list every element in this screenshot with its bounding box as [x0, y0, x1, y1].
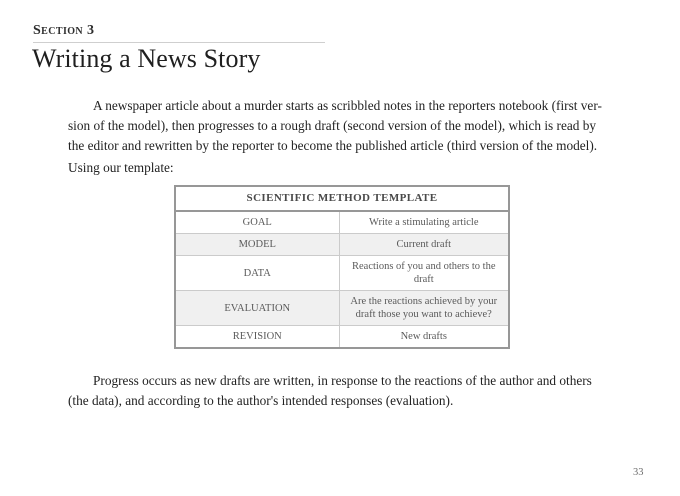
- table-header-row: [175, 186, 509, 211]
- row-value: [339, 256, 509, 291]
- table-row-evaluation: [175, 291, 509, 326]
- row-label: EVALUATION: [175, 291, 339, 326]
- table-title: SCIENTIFIC METHOD TEMPLATE: [175, 186, 509, 211]
- scientific-method-template-table: [174, 185, 510, 349]
- paragraph-line: A newspaper article about a murder starts as scribbled notes in the reporters notebook (first ver-: [93, 98, 602, 113]
- table-row-revision: [175, 326, 509, 349]
- table-row-data: [175, 256, 509, 291]
- row-label: GOAL: [175, 211, 339, 234]
- paragraph-line: (the data), and according to the author's intended responses (evaluation).: [68, 393, 454, 408]
- page-title: Writing a News Story: [32, 44, 261, 73]
- row-value-line: Write a stimulating article: [369, 217, 479, 228]
- table-row-model: [175, 234, 509, 256]
- row-value-line: Current draft: [396, 239, 452, 250]
- row-value-line: New drafts: [400, 331, 447, 342]
- paragraph-progress: [68, 371, 630, 411]
- template-intro-line: Using our template:: [68, 160, 174, 175]
- row-label: MODEL: [175, 234, 339, 256]
- row-value: [339, 291, 509, 326]
- page-number: 33: [633, 467, 644, 478]
- row-label: DATA: [175, 256, 339, 291]
- row-value-line: draft those you want to achieve?: [355, 309, 492, 320]
- table-row-goal: [175, 211, 509, 234]
- row-value-line: Reactions of you and others to the: [352, 261, 496, 272]
- row-label: REVISION: [175, 326, 339, 349]
- section-rule: [33, 42, 325, 43]
- row-value-line: Are the reactions achieved by your: [350, 296, 498, 307]
- row-value: [339, 211, 509, 234]
- row-value-line: draft: [413, 274, 434, 285]
- paragraph-line: the editor and rewritten by the reporter to become the published article (third version of the model).: [68, 138, 598, 153]
- paragraph-line: Progress occurs as new drafts are written, in response to the reactions of the author and others: [93, 373, 592, 388]
- paragraph-line: sion of the model), then progresses to a rough draft (second version of the model), which is read by: [68, 118, 597, 133]
- row-value: [339, 234, 509, 256]
- row-value: [339, 326, 509, 349]
- section-label: Section 3: [33, 23, 95, 38]
- paragraph-intro-model: [68, 96, 630, 156]
